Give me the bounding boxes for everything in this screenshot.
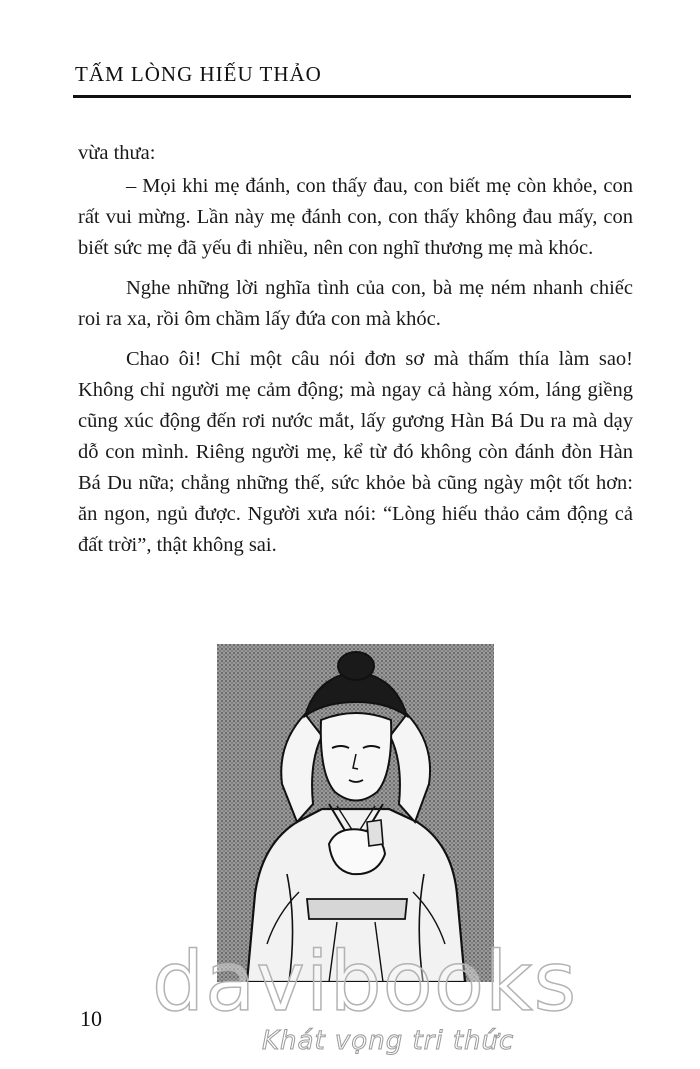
page-number: 10: [80, 1006, 102, 1031]
body-text: [78, 138, 633, 570]
paragraph-2: – Mọi khi mẹ đánh, con thấy đau, con biết mẹ còn khỏe, con rất vui mừng. Lần này mẹ đánh con, con thấy không đau mấy, con biết sức mẹ đã yếu đi nhiều, nên con nghĩ thương mẹ mà khóc.: [78, 175, 633, 259]
paragraph-3: Nghe những lời nghĩa tình của con, bà mẹ ném nhanh chiếc roi ra xa, rồi ôm chầm lấy đứa con mà khóc.: [78, 277, 633, 330]
watermark-brand: davibooks: [152, 935, 578, 1030]
paragraph-1: vừa thưa:: [78, 142, 156, 164]
illustration-boy-praying: [217, 644, 494, 982]
header-rule: [73, 95, 631, 98]
paragraph-4: Chao ôi! Chỉ một câu nói đơn sơ mà thấm thía làm sao! Không chỉ người mẹ cảm động; mà ngay cả hàng xóm, láng giềng cũng xúc động đến rơi nước mắt, lấy gương Hàn Bá Du ra mà dạy dỗ con mình. Riêng người mẹ, kể từ đó không còn đánh đòn Hàn Bá Du nữa; chẳng những thế, sức khỏe bà cũng ngày một tốt hơn: ăn ngon, ngủ được. Người xưa nói: “Lòng hiếu thảo cảm động cả đất trời”, thật không sai.: [78, 348, 633, 556]
watermark-slogan: Khát vọng tri thức: [262, 1026, 515, 1056]
running-header: TẤM LÒNG HIẾU THẢO: [75, 62, 322, 86]
